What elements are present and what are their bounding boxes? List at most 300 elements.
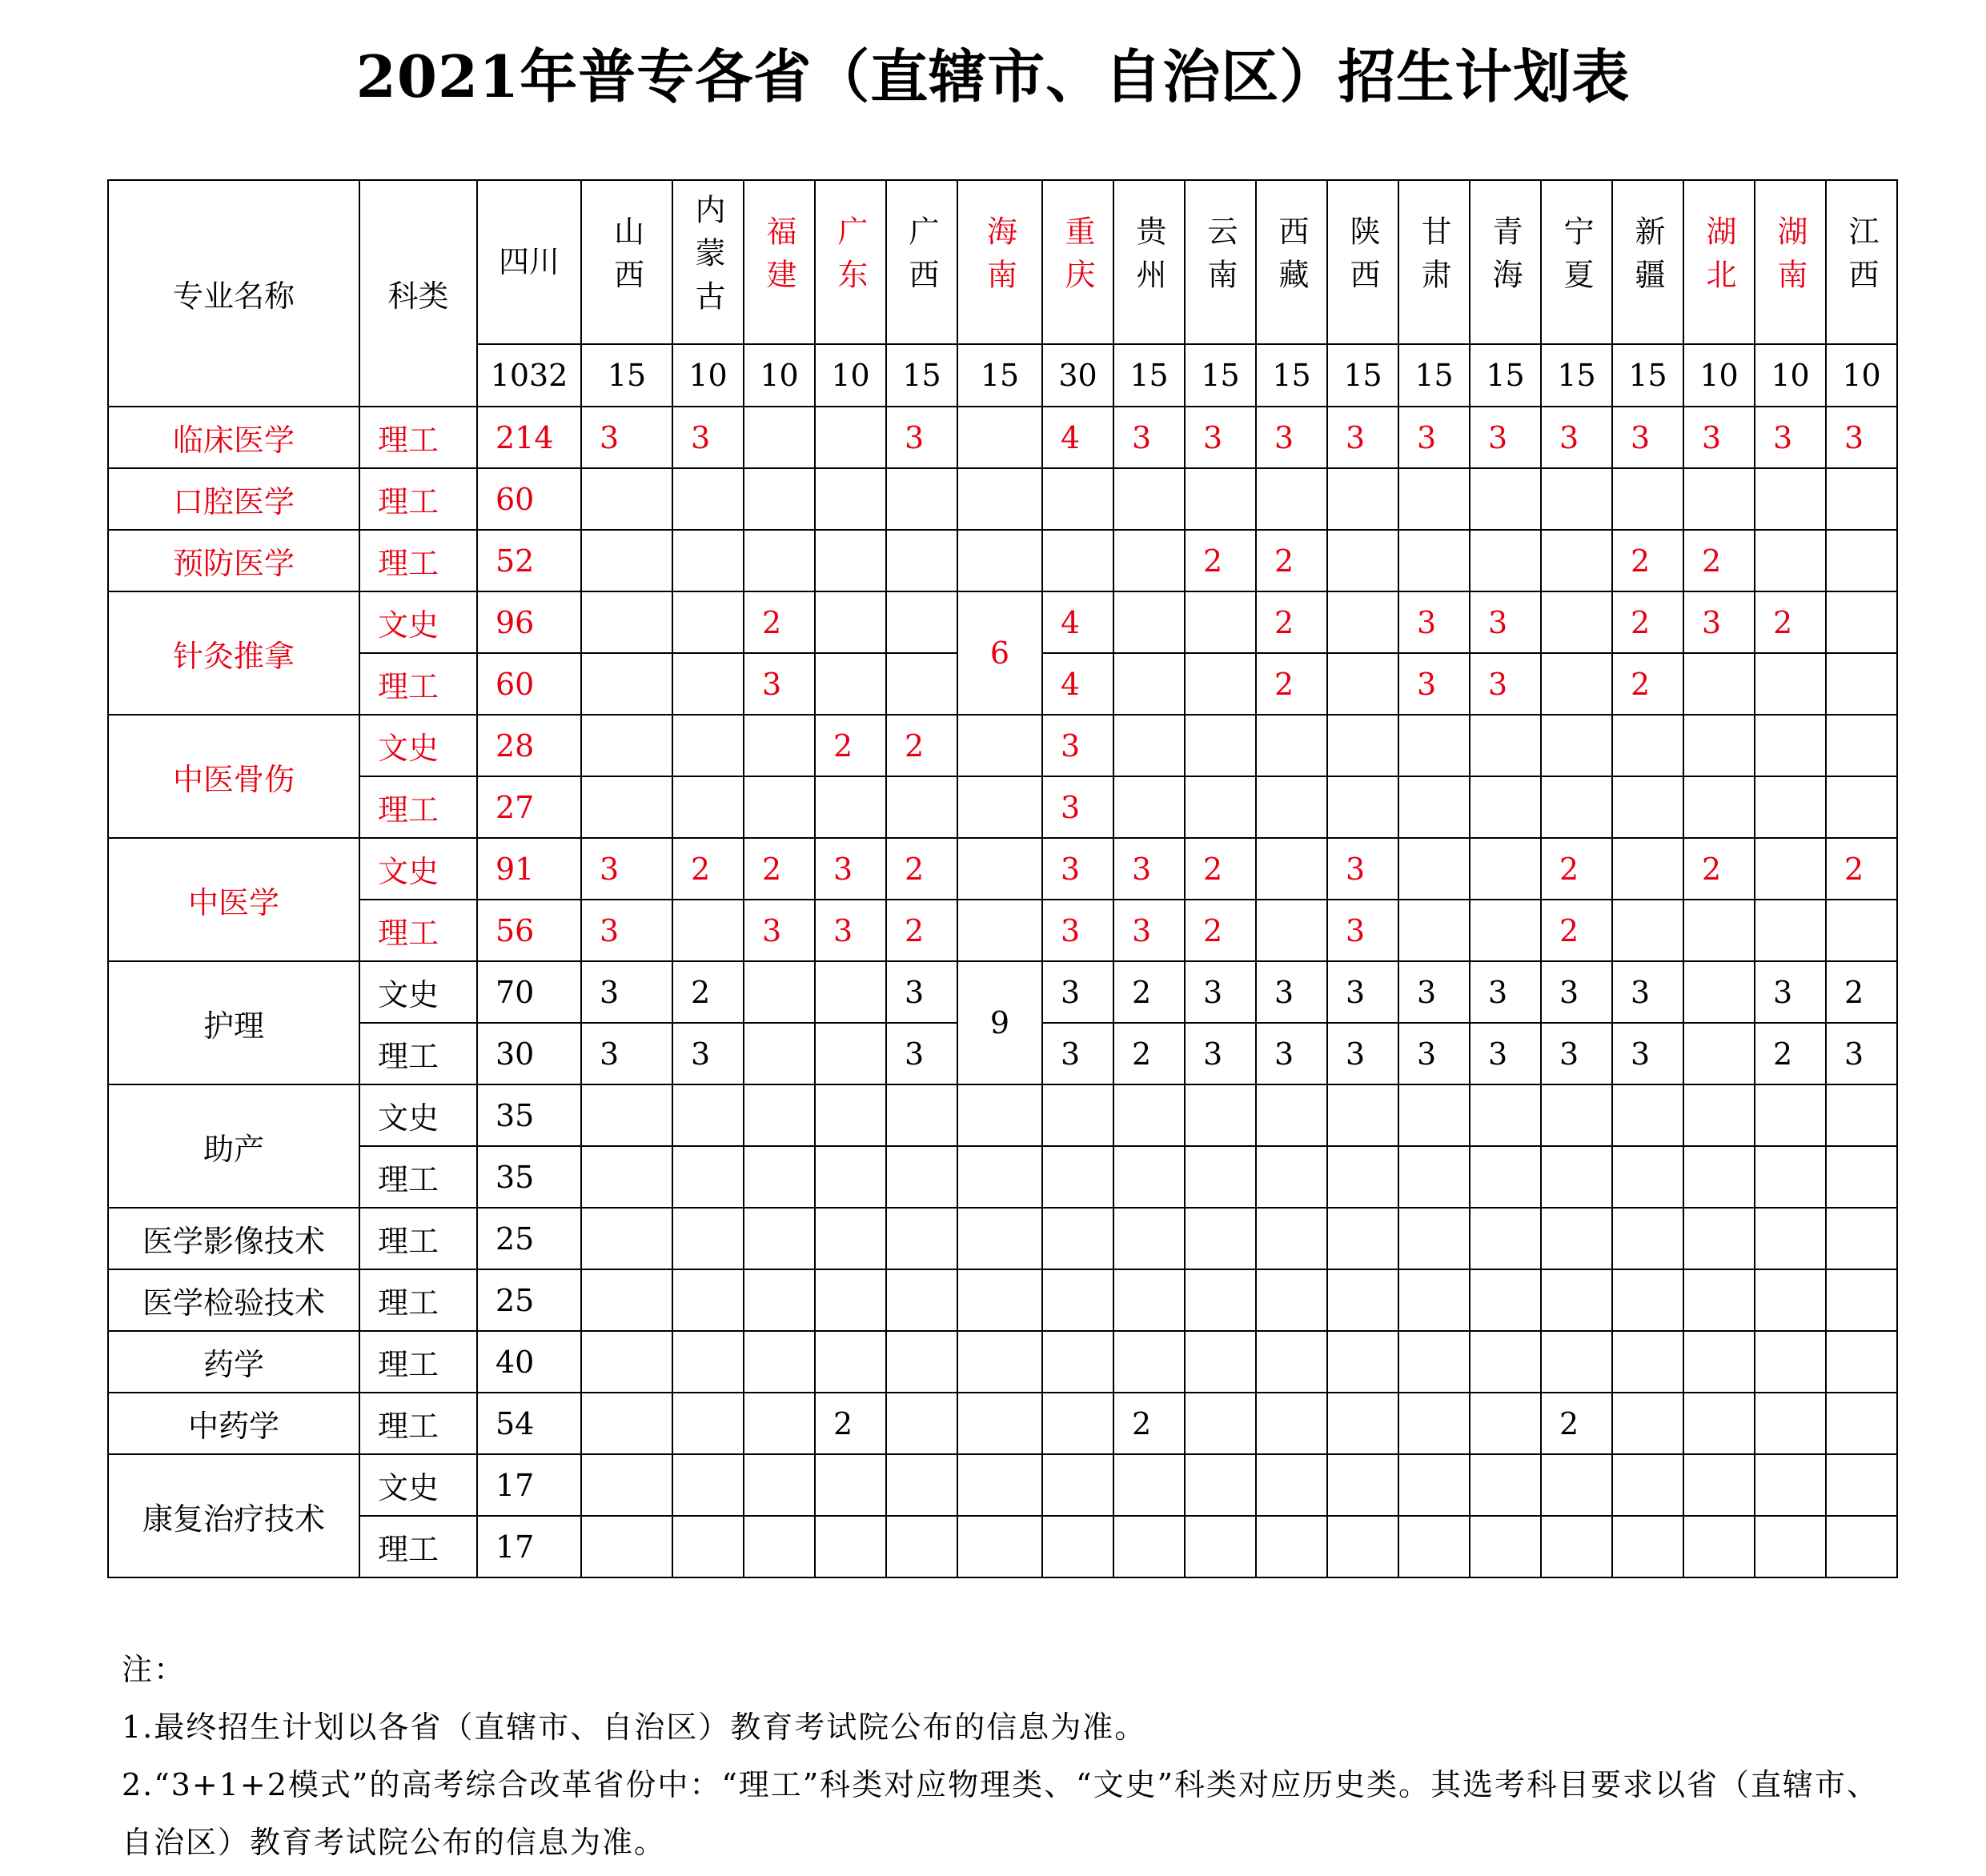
- plan-cell: [886, 1454, 957, 1516]
- plan-cell: [957, 1516, 1042, 1577]
- plan-cell: 4: [1042, 591, 1113, 653]
- plan-cell: [1826, 1146, 1897, 1208]
- plan-cell: [1042, 1146, 1113, 1208]
- plan-cell: [1185, 715, 1256, 776]
- note-item-2: 2.“3+1+2模式”的高考综合改革省份中：“理工”科类对应物理类、“文史”科类对应历史类。其选考科目要求以省（直辖市、自治区）教育考试院公布的信息为准。: [122, 1767, 1880, 1860]
- plan-cell: 2: [886, 900, 957, 961]
- plan-cell: [672, 530, 744, 591]
- plan-cell: [1185, 591, 1256, 653]
- plan-cell: 3: [1683, 407, 1755, 468]
- plan-cell: 2: [1185, 900, 1256, 961]
- plan-cell: [1398, 1454, 1470, 1516]
- plan-cell: [1185, 468, 1256, 530]
- page-title: 2021年普专各省（直辖市、自治区）招生计划表: [355, 42, 1631, 110]
- plan-cell: [1470, 1331, 1541, 1393]
- plan-cell: [744, 407, 815, 468]
- plan-cell: [1398, 1393, 1470, 1454]
- plan-cell: [1683, 468, 1755, 530]
- plan-cell: 2: [886, 838, 957, 900]
- plan-cell: [957, 1269, 1042, 1331]
- plan-cell: [581, 1146, 672, 1208]
- plan-cell: [1541, 1084, 1612, 1146]
- header-province: [1612, 180, 1683, 344]
- plan-cell: 2: [744, 591, 815, 653]
- plan-cell: 3: [581, 838, 672, 900]
- plan-cell: 2: [1755, 1023, 1826, 1084]
- plan-cell: [1256, 1454, 1327, 1516]
- plan-cell: [815, 1331, 886, 1393]
- plan-cell: [886, 653, 957, 715]
- plan-cell: 3: [744, 900, 815, 961]
- plan-cell: [1755, 530, 1826, 591]
- header-province-name: 西藏: [1274, 215, 1309, 302]
- plan-cell: 2: [744, 838, 815, 900]
- header-province-name: 甘肃: [1416, 215, 1451, 302]
- enrollment-plan-table: [107, 179, 1898, 1578]
- plan-cell: [886, 1084, 957, 1146]
- plan-cell: 9: [957, 961, 1042, 1084]
- table-row: [108, 838, 1897, 900]
- plan-total-cell: 52: [477, 530, 581, 591]
- plan-cell: [1683, 776, 1755, 838]
- plan-cell: [815, 1269, 886, 1331]
- plan-cell: [1826, 1393, 1897, 1454]
- subject-type: 文史: [359, 961, 477, 1023]
- plan-cell: [957, 776, 1042, 838]
- plan-cell: [1256, 1331, 1327, 1393]
- plan-cell: [744, 468, 815, 530]
- plan-cell: [1612, 468, 1683, 530]
- plan-cell: 2: [1541, 838, 1612, 900]
- subject-type: 理工: [359, 1208, 477, 1269]
- table-row: [108, 1516, 1897, 1577]
- plan-cell: [581, 530, 672, 591]
- plan-cell: [744, 1023, 815, 1084]
- plan-cell: [1683, 1269, 1755, 1331]
- plan-cell: [581, 1269, 672, 1331]
- header-province: [477, 180, 581, 344]
- plan-cell: 3: [1042, 900, 1113, 961]
- plan-cell: [1755, 1269, 1826, 1331]
- plan-cell: [1612, 1146, 1683, 1208]
- plan-cell: [815, 468, 886, 530]
- plan-cell: [1327, 1454, 1398, 1516]
- plan-cell: [744, 776, 815, 838]
- plan-cell: [1755, 838, 1826, 900]
- plan-cell: [957, 1146, 1042, 1208]
- plan-cell: 3: [1113, 838, 1185, 900]
- plan-cell: [1755, 1146, 1826, 1208]
- plan-cell: [1113, 468, 1185, 530]
- plan-cell: [672, 468, 744, 530]
- plan-cell: [1185, 1454, 1256, 1516]
- header-province-name: 四川: [498, 244, 560, 279]
- plan-cell: 3: [1185, 407, 1256, 468]
- plan-cell: [744, 1393, 815, 1454]
- header-province: [1755, 180, 1826, 344]
- plan-cell: 2: [1683, 530, 1755, 591]
- plan-cell: [1826, 653, 1897, 715]
- plan-cell: [886, 1269, 957, 1331]
- table-row: [108, 776, 1897, 838]
- plan-cell: 2: [1113, 1393, 1185, 1454]
- header-province-total: 10: [744, 344, 815, 407]
- major-name: 中医骨伤: [108, 715, 359, 838]
- table-row: [108, 900, 1897, 961]
- header-province-name: 福建: [761, 215, 796, 302]
- plan-cell: [1612, 1269, 1683, 1331]
- plan-cell: 3: [1327, 407, 1398, 468]
- plan-cell: [1470, 468, 1541, 530]
- plan-cell: [1826, 1269, 1897, 1331]
- plan-cell: [1541, 591, 1612, 653]
- plan-cell: 3: [744, 653, 815, 715]
- plan-cell: 3: [1541, 1023, 1612, 1084]
- plan-cell: [672, 715, 744, 776]
- plan-cell: [672, 1393, 744, 1454]
- header-province: [744, 180, 815, 344]
- plan-cell: [1470, 1454, 1541, 1516]
- plan-cell: [1256, 1084, 1327, 1146]
- plan-cell: [744, 1269, 815, 1331]
- plan-cell: [1541, 530, 1612, 591]
- plan-cell: 3: [1683, 591, 1755, 653]
- header-province-total: 15: [1256, 344, 1327, 407]
- plan-cell: [815, 653, 886, 715]
- plan-cell: [1541, 653, 1612, 715]
- plan-cell: [815, 530, 886, 591]
- plan-cell: [1256, 838, 1327, 900]
- plan-cell: [581, 591, 672, 653]
- plan-cell: [581, 1454, 672, 1516]
- plan-cell: [672, 1208, 744, 1269]
- plan-cell: 2: [1541, 1393, 1612, 1454]
- plan-cell: [815, 1516, 886, 1577]
- plan-cell: [886, 530, 957, 591]
- plan-cell: [1826, 900, 1897, 961]
- plan-cell: [957, 1208, 1042, 1269]
- plan-cell: [1256, 1516, 1327, 1577]
- plan-cell: [1612, 715, 1683, 776]
- plan-cell: 3: [1185, 961, 1256, 1023]
- plan-cell: [1470, 530, 1541, 591]
- header-province-total: 15: [1113, 344, 1185, 407]
- plan-cell: [1755, 1084, 1826, 1146]
- plan-total-cell: 40: [477, 1331, 581, 1393]
- plan-cell: [1755, 776, 1826, 838]
- header-province: [672, 180, 744, 344]
- major-name: 口腔医学: [108, 468, 359, 530]
- plan-cell: [744, 1084, 815, 1146]
- header-province-total: 15: [1470, 344, 1541, 407]
- plan-cell: [1113, 1269, 1185, 1331]
- plan-cell: 3: [1826, 407, 1897, 468]
- plan-cell: [886, 1331, 957, 1393]
- plan-cell: 4: [1042, 653, 1113, 715]
- table-row: [108, 530, 1897, 591]
- plan-cell: [1256, 1393, 1327, 1454]
- plan-cell: 2: [1826, 961, 1897, 1023]
- subject-type: 文史: [359, 1084, 477, 1146]
- plan-cell: 2: [1541, 900, 1612, 961]
- plan-cell: [815, 1023, 886, 1084]
- plan-cell: 2: [672, 838, 744, 900]
- plan-cell: [1826, 468, 1897, 530]
- plan-cell: [744, 1454, 815, 1516]
- plan-total-cell: 54: [477, 1393, 581, 1454]
- plan-cell: 2: [672, 961, 744, 1023]
- plan-cell: [1398, 1084, 1470, 1146]
- plan-cell: [1256, 776, 1327, 838]
- plan-cell: [1612, 1331, 1683, 1393]
- plan-cell: [1755, 900, 1826, 961]
- plan-cell: [744, 961, 815, 1023]
- table-row: [108, 407, 1897, 468]
- plan-cell: [1683, 653, 1755, 715]
- header-province-total: 10: [1755, 344, 1826, 407]
- plan-cell: [581, 653, 672, 715]
- header-province: [815, 180, 886, 344]
- plan-cell: [1683, 900, 1755, 961]
- plan-cell: [1185, 653, 1256, 715]
- plan-cell: [886, 468, 957, 530]
- plan-cell: [1541, 1331, 1612, 1393]
- header-province-name: 新疆: [1630, 215, 1665, 302]
- plan-cell: [672, 900, 744, 961]
- plan-cell: [1327, 1516, 1398, 1577]
- plan-cell: [744, 1146, 815, 1208]
- plan-total-cell: 17: [477, 1454, 581, 1516]
- plan-cell: [1612, 1084, 1683, 1146]
- header-province-total: 15: [1612, 344, 1683, 407]
- plan-cell: 2: [1826, 838, 1897, 900]
- plan-cell: [1398, 1331, 1470, 1393]
- plan-cell: [1683, 1516, 1755, 1577]
- plan-cell: [1541, 715, 1612, 776]
- plan-total-cell: 91: [477, 838, 581, 900]
- plan-cell: [957, 838, 1042, 900]
- plan-cell: [1541, 776, 1612, 838]
- plan-cell: [1683, 1393, 1755, 1454]
- plan-cell: 3: [1042, 838, 1113, 900]
- plan-total-cell: 35: [477, 1146, 581, 1208]
- plan-cell: [1755, 1393, 1826, 1454]
- plan-cell: [1470, 1516, 1541, 1577]
- plan-cell: [1042, 530, 1113, 591]
- plan-cell: [1470, 776, 1541, 838]
- table-row: [108, 1269, 1897, 1331]
- plan-cell: 2: [1683, 838, 1755, 900]
- plan-cell: [672, 591, 744, 653]
- plan-cell: 3: [1042, 715, 1113, 776]
- plan-cell: 3: [1113, 407, 1185, 468]
- plan-cell: [1042, 1208, 1113, 1269]
- subject-type: 理工: [359, 468, 477, 530]
- header-province: [1683, 180, 1755, 344]
- plan-cell: [1755, 1331, 1826, 1393]
- plan-cell: [581, 1393, 672, 1454]
- plan-cell: [1042, 1331, 1113, 1393]
- plan-cell: [1327, 468, 1398, 530]
- plan-cell: [1826, 591, 1897, 653]
- plan-cell: [1541, 1454, 1612, 1516]
- plan-cell: [815, 961, 886, 1023]
- subject-type: 文史: [359, 591, 477, 653]
- plan-cell: 2: [1256, 530, 1327, 591]
- plan-cell: 2: [1612, 653, 1683, 715]
- plan-total-cell: 28: [477, 715, 581, 776]
- plan-cell: 2: [1256, 591, 1327, 653]
- plan-cell: [1398, 1516, 1470, 1577]
- major-name: 预防医学: [108, 530, 359, 591]
- header-province-name: 陕西: [1345, 215, 1380, 302]
- subject-type: 理工: [359, 900, 477, 961]
- plan-cell: [1185, 1393, 1256, 1454]
- subject-type: 理工: [359, 1023, 477, 1084]
- plan-cell: 3: [1470, 1023, 1541, 1084]
- plan-cell: [957, 900, 1042, 961]
- plan-cell: [1256, 468, 1327, 530]
- plan-cell: [1256, 715, 1327, 776]
- plan-cell: [957, 407, 1042, 468]
- subject-type: 文史: [359, 1454, 477, 1516]
- plan-cell: [1470, 1269, 1541, 1331]
- header-province-total: 10: [1826, 344, 1897, 407]
- subject-type: 理工: [359, 1146, 477, 1208]
- plan-cell: [1541, 1516, 1612, 1577]
- plan-cell: 3: [1327, 838, 1398, 900]
- plan-cell: [1470, 900, 1541, 961]
- plan-cell: 4: [1042, 407, 1113, 468]
- plan-cell: [886, 1208, 957, 1269]
- plan-cell: [1042, 1393, 1113, 1454]
- plan-cell: [1113, 1146, 1185, 1208]
- plan-cell: [1755, 653, 1826, 715]
- plan-cell: [1113, 1516, 1185, 1577]
- plan-cell: 3: [1398, 407, 1470, 468]
- plan-cell: [1398, 468, 1470, 530]
- plan-cell: 3: [581, 900, 672, 961]
- header-province-name: 重庆: [1060, 215, 1095, 302]
- table-row: [108, 1331, 1897, 1393]
- plan-cell: [581, 1331, 672, 1393]
- plan-cell: [581, 1208, 672, 1269]
- plan-cell: [1256, 900, 1327, 961]
- major-name: 康复治疗技术: [108, 1454, 359, 1577]
- plan-cell: 3: [1470, 653, 1541, 715]
- plan-cell: [1683, 1023, 1755, 1084]
- plan-cell: [1256, 1269, 1327, 1331]
- subject-type: 理工: [359, 407, 477, 468]
- plan-cell: 3: [1185, 1023, 1256, 1084]
- header-province-total: 10: [1683, 344, 1755, 407]
- plan-cell: [672, 653, 744, 715]
- plan-cell: [1683, 1146, 1755, 1208]
- plan-cell: [1826, 530, 1897, 591]
- plan-cell: [815, 1208, 886, 1269]
- plan-cell: [1683, 961, 1755, 1023]
- plan-cell: [1470, 838, 1541, 900]
- plan-cell: [1398, 530, 1470, 591]
- subject-type: 理工: [359, 530, 477, 591]
- plan-cell: 3: [1398, 961, 1470, 1023]
- plan-cell: [672, 776, 744, 838]
- header-province-name: 云南: [1202, 215, 1238, 302]
- plan-cell: [1826, 1331, 1897, 1393]
- plan-cell: [1826, 1516, 1897, 1577]
- header-province-name: 江西: [1844, 215, 1879, 302]
- plan-cell: [957, 530, 1042, 591]
- plan-cell: 6: [957, 591, 1042, 715]
- plan-cell: [1042, 1084, 1113, 1146]
- header-province-total: 15: [1398, 344, 1470, 407]
- plan-cell: [581, 1084, 672, 1146]
- table-row: [108, 1393, 1897, 1454]
- plan-cell: 3: [1327, 961, 1398, 1023]
- plan-cell: [1327, 1084, 1398, 1146]
- plan-cell: [1327, 1331, 1398, 1393]
- plan-cell: [1612, 1393, 1683, 1454]
- plan-cell: [815, 591, 886, 653]
- plan-cell: [886, 776, 957, 838]
- plan-cell: [1327, 530, 1398, 591]
- plan-cell: 3: [1755, 407, 1826, 468]
- plan-cell: [1256, 1146, 1327, 1208]
- plan-cell: [1256, 1208, 1327, 1269]
- plan-total-cell: 25: [477, 1208, 581, 1269]
- plan-cell: [1541, 1146, 1612, 1208]
- plan-cell: 3: [581, 1023, 672, 1084]
- plan-cell: [815, 1454, 886, 1516]
- plan-total-cell: 17: [477, 1516, 581, 1577]
- plan-cell: [1826, 1084, 1897, 1146]
- plan-total-cell: 60: [477, 468, 581, 530]
- plan-cell: [1398, 1269, 1470, 1331]
- header-province: [1113, 180, 1185, 344]
- plan-cell: 3: [1042, 776, 1113, 838]
- major-name: 护理: [108, 961, 359, 1084]
- plan-total-cell: 30: [477, 1023, 581, 1084]
- plan-cell: 3: [1256, 1023, 1327, 1084]
- plan-cell: [1327, 591, 1398, 653]
- plan-cell: [744, 1516, 815, 1577]
- plan-cell: [1683, 1208, 1755, 1269]
- plan-cell: [1398, 1208, 1470, 1269]
- plan-cell: 3: [1256, 961, 1327, 1023]
- plan-cell: 3: [1541, 961, 1612, 1023]
- header-province: [581, 180, 672, 344]
- plan-cell: 2: [1113, 961, 1185, 1023]
- major-name: 助产: [108, 1084, 359, 1208]
- plan-cell: [957, 1331, 1042, 1393]
- plan-cell: [1541, 468, 1612, 530]
- plan-total-cell: 214: [477, 407, 581, 468]
- plan-cell: [957, 1084, 1042, 1146]
- plan-cell: [744, 715, 815, 776]
- subject-type: 理工: [359, 653, 477, 715]
- header-province: [1470, 180, 1541, 344]
- plan-total-cell: 96: [477, 591, 581, 653]
- plan-cell: [815, 776, 886, 838]
- plan-cell: 3: [886, 1023, 957, 1084]
- plan-cell: [744, 530, 815, 591]
- plan-cell: [1826, 776, 1897, 838]
- plan-cell: [581, 776, 672, 838]
- header-major-name: 专业名称: [108, 180, 359, 407]
- plan-cell: [1185, 1516, 1256, 1577]
- plan-cell: [1755, 1208, 1826, 1269]
- plan-total-cell: 27: [477, 776, 581, 838]
